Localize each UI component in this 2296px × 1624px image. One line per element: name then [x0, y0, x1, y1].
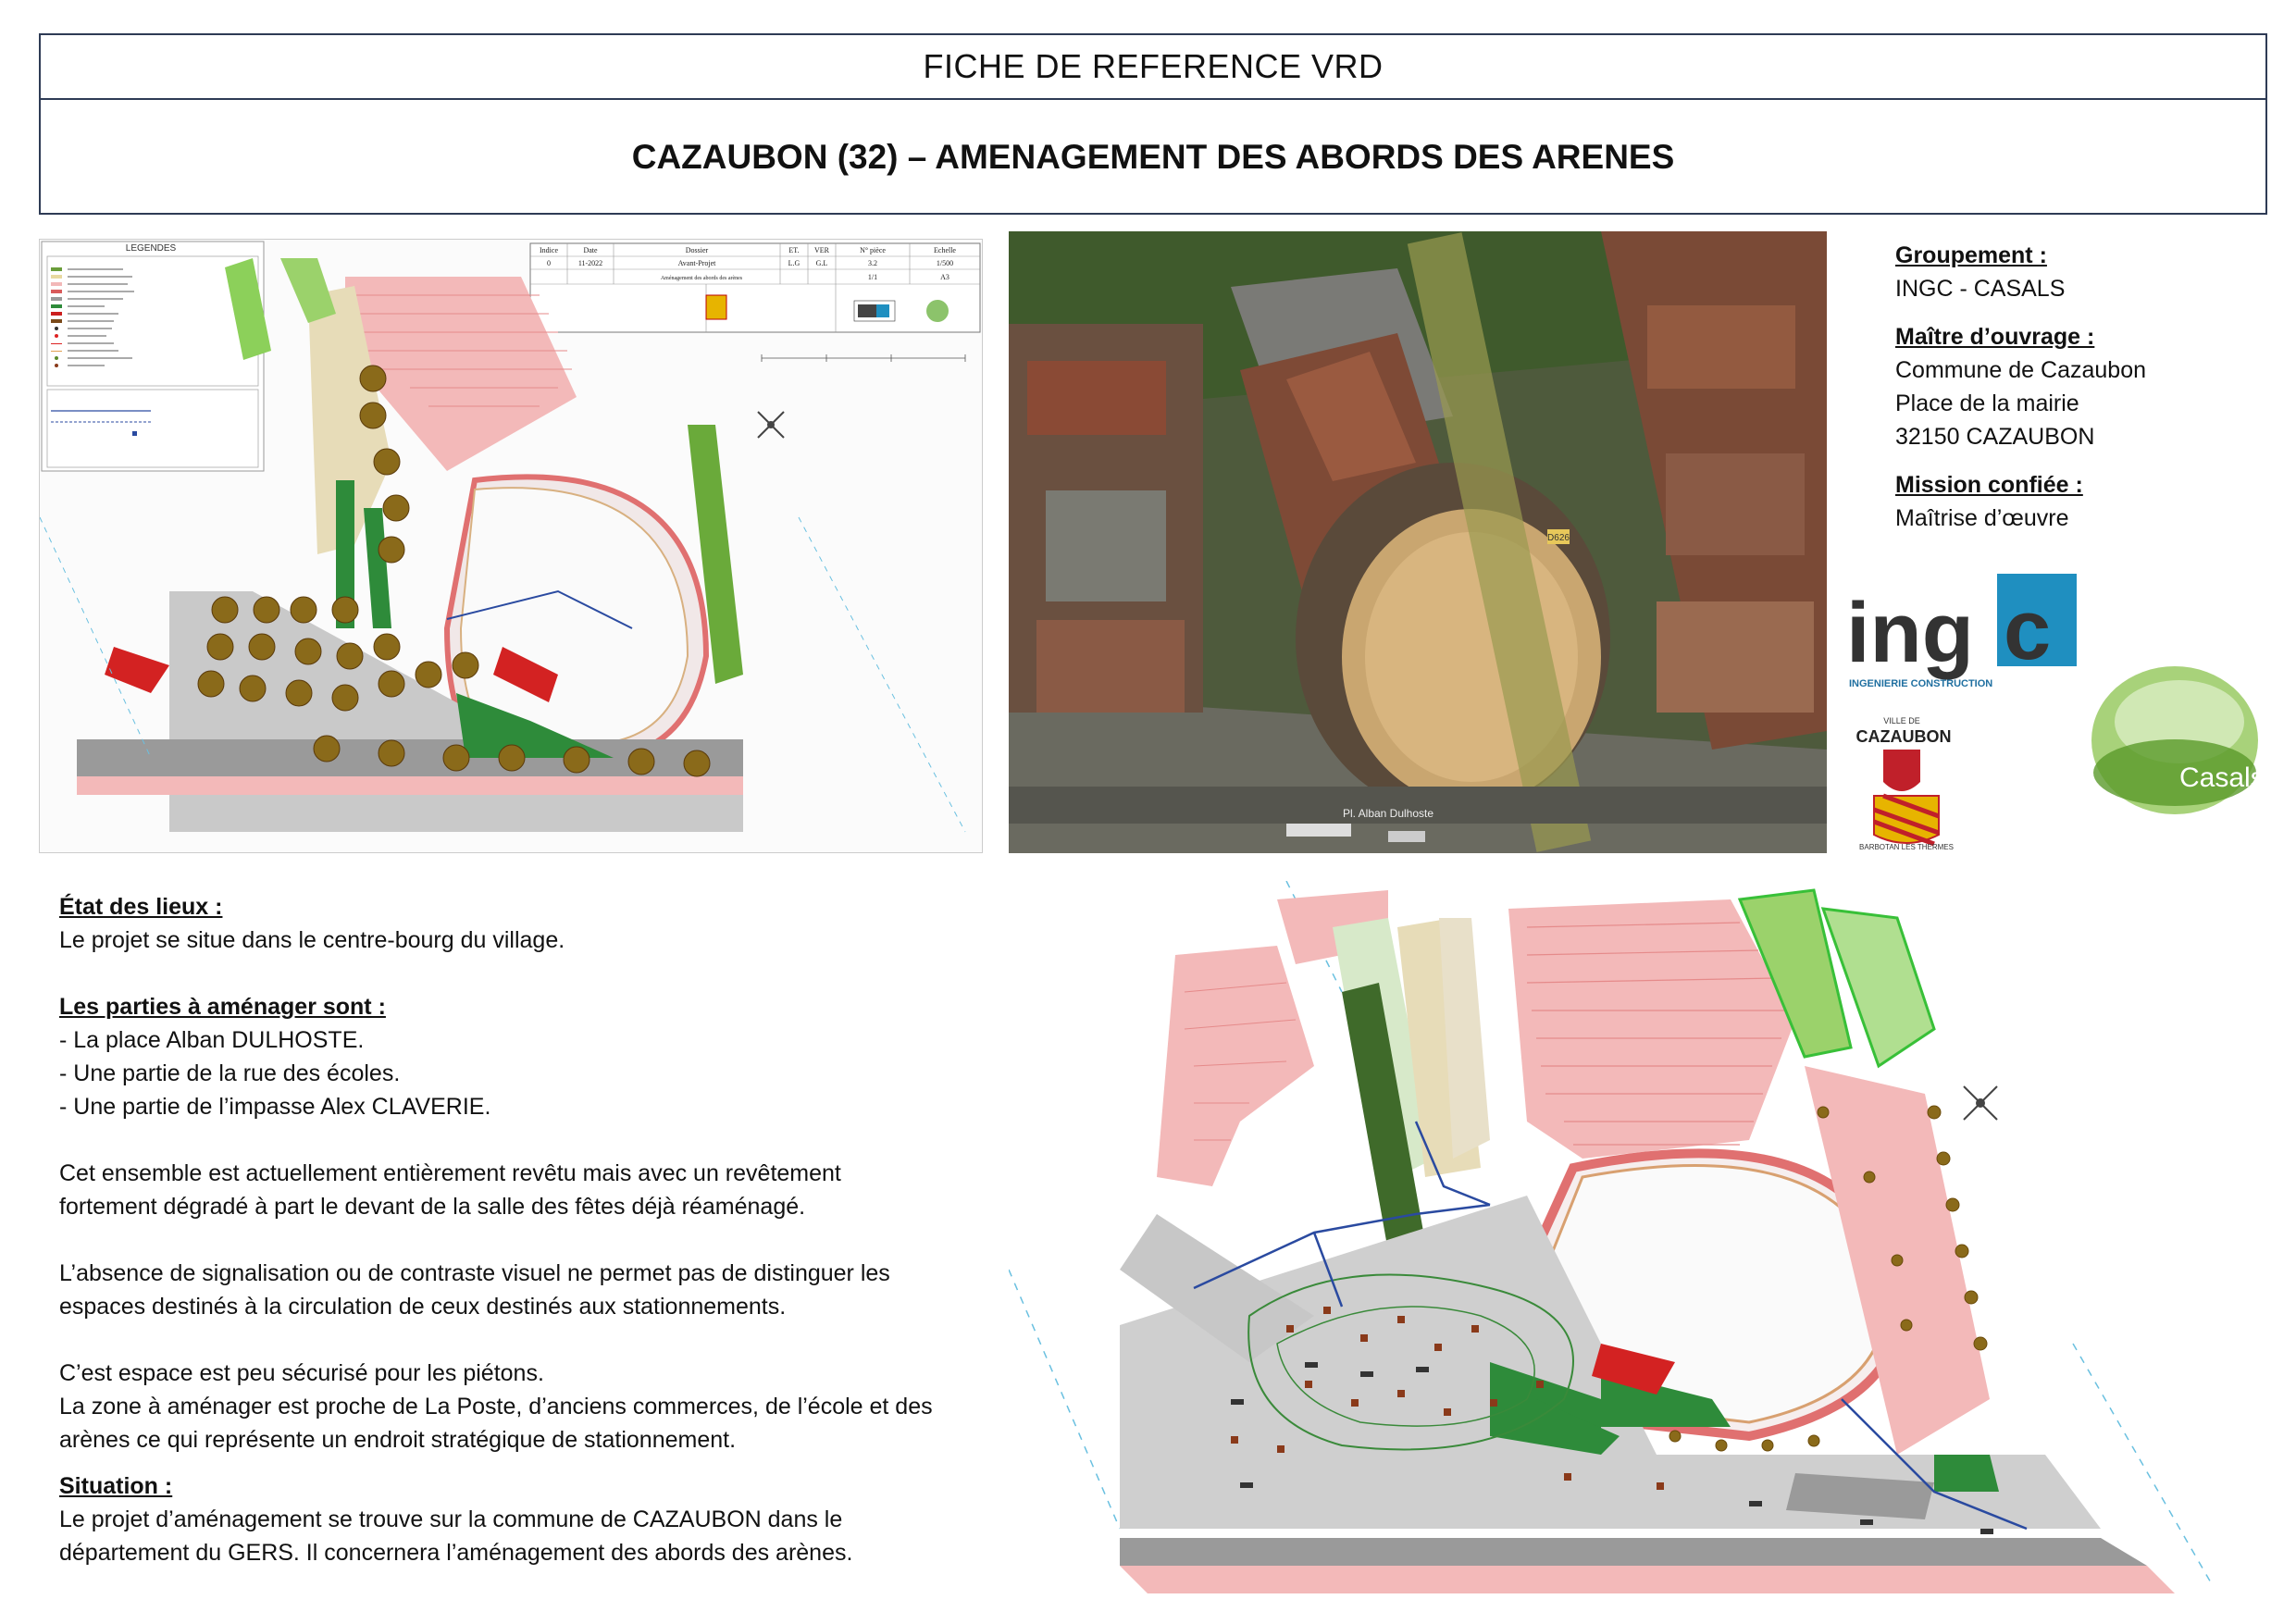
tb-dossier: Avant-Projet [677, 259, 716, 267]
tb-description: Aménagement des abords des arènes [660, 276, 743, 281]
place-label: Pl. Alban Dulhoste [1342, 807, 1434, 820]
tb-h-piece: N° pièce [860, 246, 886, 254]
svg-text:c: c [2004, 583, 2052, 677]
paragraph-line: L’absence de signalisation ou de contraste visuel ne permet pas de distinguer les [59, 1260, 890, 1286]
project-info [1895, 239, 2265, 535]
tb-echelle: 1/500 [936, 259, 954, 267]
parties-item: - Une partie de la rue des écoles. [59, 1060, 401, 1086]
paragraph-line: espaces destinés à la circulation de ceux destinés aux stationnements. [59, 1294, 787, 1320]
site-plan-small [39, 239, 983, 853]
paragraph-line: fortement dégradé à part le devant de la salle des fêtes déjà réaménagé. [59, 1194, 806, 1220]
partner-logos [1846, 574, 2272, 851]
svg-text:BARBOTAN LES THERMES: BARBOTAN LES THERMES [1859, 843, 1954, 851]
tb-h-et: ET. [788, 246, 800, 254]
etat-heading: État des lieux : [59, 894, 223, 920]
site-plan-large [1009, 881, 2277, 1603]
paragraph-line: La zone à aménager est proche de La Poste, d’anciens commerces, de l’école et des [59, 1394, 933, 1419]
tb-planche: 1/1 [867, 273, 878, 281]
mission-label: Mission confiée : [1895, 472, 2083, 498]
moa-label: Maître d’ouvrage : [1895, 324, 2095, 350]
parties-item: - Une partie de l’impasse Alex CLAVERIE. [59, 1094, 491, 1120]
tb-ver: G.L [815, 259, 828, 267]
parties-item: - La place Alban DULHOSTE. [59, 1027, 365, 1053]
svg-text:VILLE DE: VILLE DE [1883, 716, 1920, 725]
aerial-photo [1009, 231, 1827, 853]
parties-heading: Les parties à aménager sont : [59, 994, 386, 1020]
sheet-title: FICHE DE REFERENCE VRD [41, 35, 2265, 100]
tb-h-ver: VER [814, 246, 829, 254]
tb-et: L.G [788, 259, 800, 267]
svg-text:CAZAUBON: CAZAUBON [1855, 727, 1952, 746]
tb-h-echelle: Echelle [934, 246, 956, 254]
svg-text:ing: ing [1846, 586, 1974, 680]
tb-format: A3 [940, 273, 949, 281]
moa-line: 32150 CAZAUBON [1895, 424, 2095, 450]
tb-h-date: Date [583, 246, 598, 254]
legend-title: LEGENDES [125, 243, 177, 254]
situation-line: département du GERS. Il concernera l’aménagement des abords des arènes. [59, 1540, 853, 1566]
description-text [59, 890, 994, 1569]
tb-h-indice: Indice [540, 246, 558, 254]
ingc-logo [1846, 574, 2077, 689]
paragraph-line: arènes ce qui représente un endroit stratégique de stationnement. [59, 1427, 737, 1453]
cazaubon-logo [1856, 716, 1954, 851]
tb-indice: 0 [547, 259, 551, 267]
paragraph-line: C’est espace est peu sécurisé pour les piétons. [59, 1360, 544, 1386]
groupement-value: INGC - CASALS [1895, 276, 2066, 302]
casals-logo [2091, 666, 2265, 814]
tb-h-dossier: Dossier [685, 246, 709, 254]
etat-text: Le projet se situe dans le centre-bourg du village. [59, 927, 565, 953]
situation-line: Le projet d’aménagement se trouve sur la commune de CAZAUBON dans le [59, 1506, 843, 1532]
paragraph-line: Cet ensemble est actuellement entièrement revêtu mais avec un revêtement [59, 1160, 841, 1186]
ingc-subtitle: INGENIERIE CONSTRUCTION [1849, 678, 1993, 689]
groupement-label: Groupement : [1895, 242, 2047, 268]
svg-text:Casals: Casals [2179, 762, 2265, 793]
tb-piece: 3.2 [868, 259, 877, 267]
situation-heading: Situation : [59, 1473, 173, 1499]
project-title: CAZAUBON (32) – AMENAGEMENT DES ABORDS DES ARENES [631, 138, 1675, 176]
moa-line: Commune de Cazaubon [1895, 357, 2146, 383]
mission-value: Maîtrise d’œuvre [1895, 505, 2069, 531]
moa-line: Place de la mairie [1895, 391, 2079, 416]
tb-date: 11-2022 [577, 259, 603, 267]
header-frame [39, 33, 2267, 215]
road-label: D626 [1547, 533, 1570, 543]
